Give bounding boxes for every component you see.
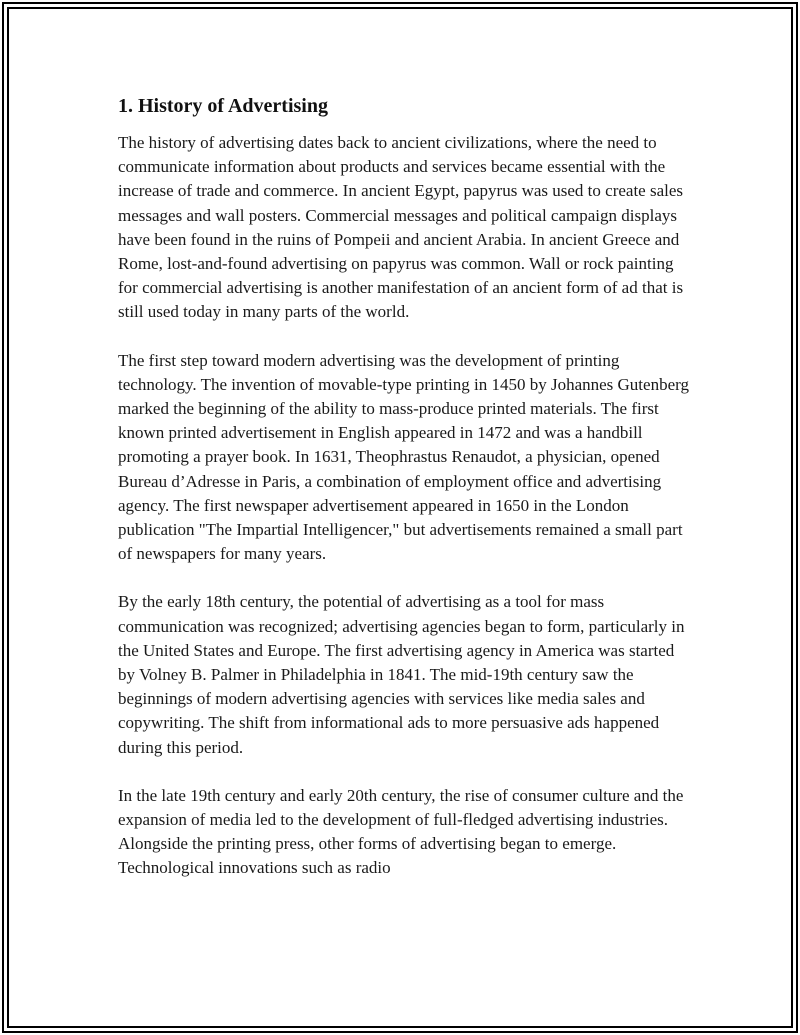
paragraph-19th-20th-century: In the late 19th century and early 20th century, the rise of consumer culture and the expansion of media led to the development of full-fledged advertising industries. Alongside the printing press, other forms of advertising began to emerge. Technological innovations such as radio [118, 785, 684, 878]
paragraph-printing-technology: The first step toward modern advertising was the development of printing technology. The invention of movable-type printing in 1450 by Johannes Gutenberg marked the beginning of the ability to mass-produce printed materials. The first known printed advertisement in English appeared in 1472 and was a handbill promoting a prayer book. In 1631, Theophrastus Renaudot, a physician, opened Bureau d’Adresse in Paris, a combination of employment office and advertising agency. The first newspaper advertisement appeared in 1650 in the London publication "The Impartial Intelligencer," but advertisements remained a small part of newspapers for many years. [118, 350, 689, 564]
paragraph-18th-century: By the early 18th century, the potential of advertising as a tool for mass communication was recognized; advertising agencies began to form, particularly in the United States and Europe. The first advertising agency in America was started by Volney B. Palmer in Philadelphia in 1841. The mid-19th century saw the beginnings of modern advertising agencies with services like media sales and copywriting. The shift from informational ads to more persuasive ads happened during this period. [118, 592, 685, 757]
document-body [118, 92, 690, 905]
paragraph-ancient-advertising: The history of advertising dates back to ancient civilizations, where the need to communicate information about products and services became essential with the increase of trade and commerce. In ancient Egypt, papyrus was used to create sales messages and wall posters. Commercial messages and political campaign displays have been found in the ruins of Pompeii and ancient Arabia. In ancient Greece and Rome, lost-and-found advertising on papyrus was common. Wall or rock painting for commercial advertising is another manifestation of an ancient form of ad that is still used today in many parts of the world. [118, 133, 684, 322]
section-heading: 1. History of Advertising [118, 95, 328, 117]
